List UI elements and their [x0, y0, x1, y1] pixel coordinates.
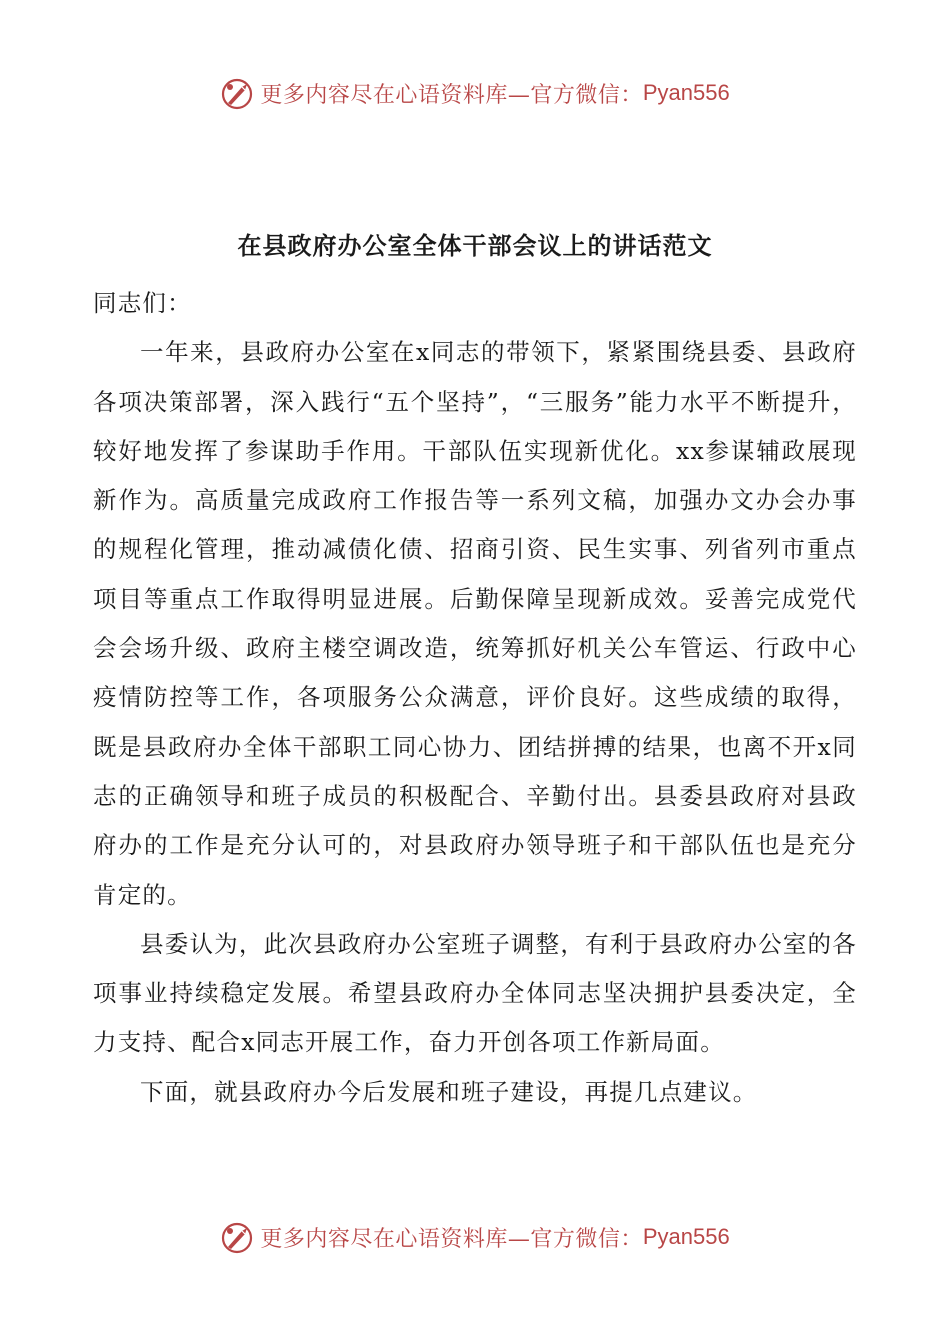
footer-watermark: [0, 1212, 950, 1262]
document-body: [93, 279, 857, 1117]
paragraph: 一年来，县政府办公室在x同志的带领下，紧紧围绕县委、县政府各项决策部署，深入践行“五个坚持”，“三服务”能力水平不断提升，较好地发挥了参谋助手作用。干部队伍实现新优化。xx参谋辅政展现新作为。高质量完成政府工作报告等一系列文稿，加强办文办会办事的规程化管理，推动减债化债、招商引资、民生实事、列省列市重点项目等重点工作取得明显进展。后勤保障呈现新成效。妥善完成党代会会场升级、政府主楼空调改造，统筹抓好机关公车管运、行政中心疫情防控等工作，各项服务公众满意，评价良好。这些成绩的取得，既是县政府办全体干部职工同心协力、团结拼搏的结果，也离不开x同志的正确领导和班子成员的积极配合、辛勤付出。县委县政府对县政府办的工作是充分认可的，对县政府办领导班子和干部队伍也是充分肯定的。: [93, 338, 857, 909]
header-watermark: [0, 68, 950, 118]
pen-nib-logo-icon: [220, 75, 256, 111]
document-title: 在县政府办公室全体干部会议上的讲话范文: [237, 232, 713, 260]
paragraph: 下面，就县政府办今后发展和班子建设，再提几点建议。: [140, 1077, 758, 1106]
watermark-text: 更多内容尽在心语资料库—官方微信：: [260, 1226, 643, 1252]
paragraph: 县委认为，此次县政府办公室班子调整，有利于县政府办公室的各项事业持续稳定发展。希望县政府办全体同志坚决拥护县委决定，全力支持、配合x同志开展工作，奋力开创各项工作新局面。: [93, 929, 857, 1057]
watermark-text: 更多内容尽在心语资料库—官方微信：: [260, 82, 643, 108]
pen-nib-logo-icon: [220, 1219, 256, 1255]
salutation: 同志们：: [93, 289, 192, 317]
wechat-id: Pyan556: [642, 80, 730, 105]
wechat-id: Pyan556: [642, 1224, 730, 1249]
